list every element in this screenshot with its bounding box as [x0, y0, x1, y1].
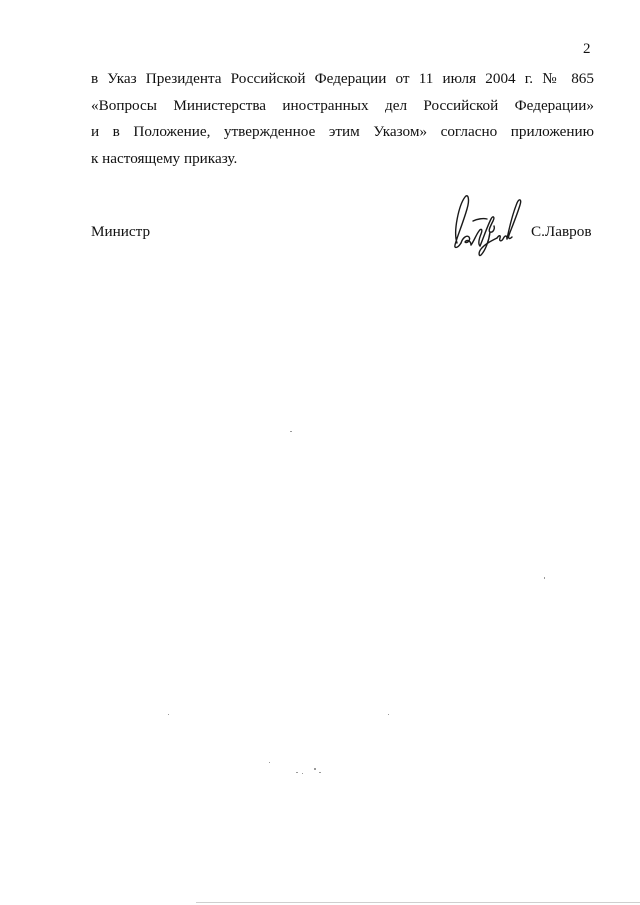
scan-speck	[314, 768, 316, 770]
scan-speck	[319, 772, 321, 773]
scan-speck	[302, 773, 303, 774]
body-paragraph	[91, 66, 594, 173]
scan-speck	[168, 714, 169, 715]
scan-speck	[290, 431, 292, 432]
paragraph-line: к настоящему приказу.	[91, 150, 238, 168]
handwritten-signature	[443, 191, 525, 259]
page-number: 2	[583, 41, 591, 57]
paragraph-line: в Указ Президента Российской Федерации от 11 июля 2004 г. № 865	[91, 70, 594, 87]
scan-speck	[196, 902, 640, 903]
scan-speck	[388, 714, 389, 715]
scan-speck	[296, 772, 298, 773]
paragraph-line: и в Положение, утвержденное этим Указом» согласно приложению	[91, 123, 594, 141]
signatory-name: С.Лавров	[531, 223, 592, 240]
scan-speck	[544, 577, 545, 579]
scan-speck	[269, 762, 270, 763]
paragraph-line: «Вопросы Министерства иностранных дел Российской Федерации»	[91, 96, 594, 114]
signatory-title: Министр	[91, 223, 151, 240]
signature-block	[0, 215, 640, 265]
